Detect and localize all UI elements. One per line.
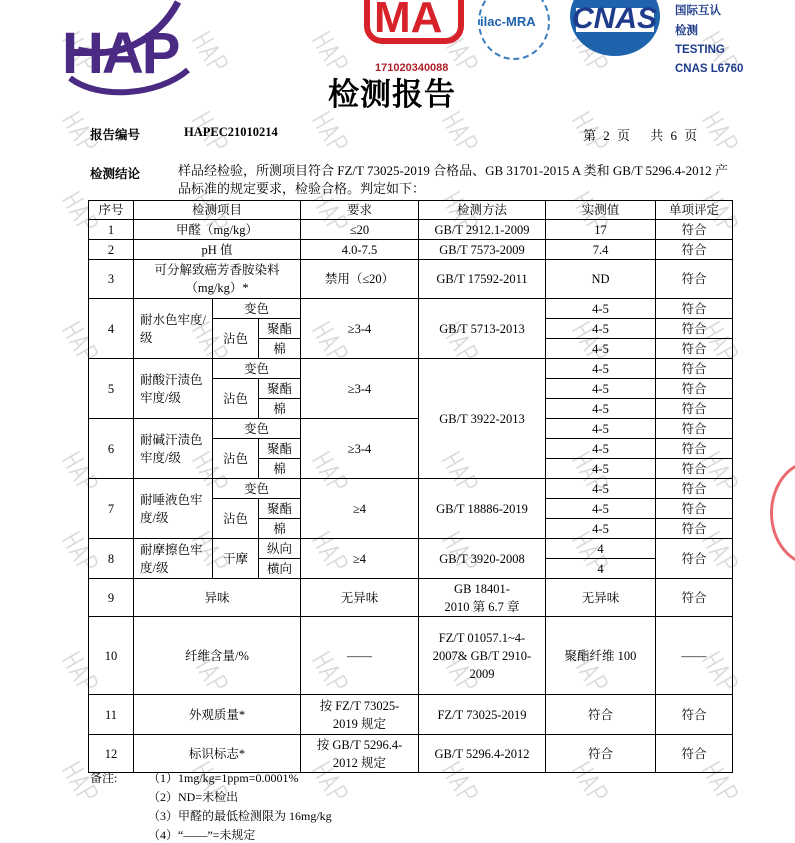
cell-req: 无异味	[301, 579, 419, 617]
cell-subitem: 沾色	[213, 499, 259, 539]
cell-verdict: 符合	[656, 260, 733, 299]
cell-method: GB/T 2912.1-2009	[419, 220, 546, 240]
cell-no: 8	[89, 539, 134, 579]
cell-item: 耐摩擦色牢度/级	[134, 539, 213, 579]
cell-value: 4-5	[546, 379, 656, 399]
cell-verdict: 符合	[656, 299, 733, 319]
cell-subitem: 棉	[259, 459, 301, 479]
cell-value: 4-5	[546, 359, 656, 379]
cell-value: 4-5	[546, 319, 656, 339]
cell-value: 4-5	[546, 399, 656, 419]
cell-item: 耐水色牢度/级	[134, 299, 213, 359]
cell-req: 禁用（≤20）	[301, 260, 419, 299]
cell-value: 4-5	[546, 479, 656, 499]
cell-verdict: 符合	[656, 519, 733, 539]
cell-subitem: 聚酯	[259, 499, 301, 519]
cell-req: ——	[301, 617, 419, 695]
cell-subitem: 变色	[213, 359, 301, 379]
cell-method: FZ/T 73025-2019	[419, 695, 546, 735]
table-row	[89, 539, 733, 559]
cell-no: 6	[89, 419, 134, 479]
cell-subitem: 纵向	[259, 539, 301, 559]
cell-no: 5	[89, 359, 134, 419]
cell-req: ≥3-4	[301, 419, 419, 479]
cell-value: 4-5	[546, 339, 656, 359]
cell-verdict: 符合	[656, 319, 733, 339]
note-item: （4）“——”=未规定	[148, 828, 256, 842]
red-seal-stamp	[770, 460, 795, 566]
results-table	[88, 200, 733, 773]
cell-subitem: 变色	[213, 419, 301, 439]
conclusion-label: 检测结论	[90, 166, 141, 181]
cell-subitem: 聚酯	[259, 439, 301, 459]
cell-item: 异味	[134, 579, 301, 617]
cell-subitem: 棉	[259, 339, 301, 359]
cell-no: 10	[89, 617, 134, 695]
cell-value: 聚酯纤维 100	[546, 617, 656, 695]
cell-no: 12	[89, 735, 134, 773]
cell-verdict: 符合	[656, 339, 733, 359]
hap-watermark	[310, 29, 351, 76]
cell-method: GB/T 5296.4-2012	[419, 735, 546, 773]
cell-value: 4-5	[546, 299, 656, 319]
table-row	[89, 359, 733, 379]
cell-method: GB/T 3922-2013	[419, 359, 546, 479]
note-item: （3）甲醛的最低检测限为 16mg/kg	[148, 809, 332, 823]
cell-item: 耐碱汗渍色牢度/级	[134, 419, 213, 479]
ilac-mra-text: ilac-MRA	[480, 14, 536, 29]
cell-value: 4-5	[546, 439, 656, 459]
cell-subitem: 棉	[259, 519, 301, 539]
cnas-side-text: CNAS L6760	[675, 63, 744, 75]
cell-item: 耐唾液色牢度/级	[134, 479, 213, 539]
cell-subitem: 变色	[213, 479, 301, 499]
cell-item: 耐酸汗渍色牢度/级	[134, 359, 213, 419]
cell-method: GB/T 3920-2008	[419, 539, 546, 579]
cell-value: 7.4	[546, 240, 656, 260]
table-row	[89, 240, 733, 260]
cell-verdict: 符合	[656, 359, 733, 379]
header-cell: 检测项目	[134, 201, 301, 220]
header-cell: 要求	[301, 201, 419, 220]
hap-watermark	[700, 109, 741, 156]
cell-method: GB/T 17592-2011	[419, 260, 546, 299]
hap-logo: HAP	[62, 21, 179, 86]
table-row	[89, 260, 733, 299]
page-title: 检测报告	[328, 77, 456, 113]
cell-req: ≥3-4	[301, 299, 419, 359]
note-item: （2）ND=未检出	[148, 790, 239, 804]
cell-subitem: 干摩	[213, 539, 259, 579]
cell-value: 无异味	[546, 579, 656, 617]
cell-method: FZ/T 01057.1~4-2007& GB/T 2910-2009	[419, 617, 546, 695]
cell-no: 2	[89, 240, 134, 260]
table-row	[89, 617, 733, 695]
cell-verdict: 符合	[656, 379, 733, 399]
table-header-row	[89, 201, 733, 220]
cell-req: 按 FZ/T 73025-2019 规定	[301, 695, 419, 735]
cell-subitem: 聚酯	[259, 379, 301, 399]
cell-method: GB 18401-2010 第 6.7 章	[419, 579, 546, 617]
cell-verdict: ——	[656, 617, 733, 695]
cell-verdict: 符合	[656, 579, 733, 617]
cnas-side-text: 检测	[675, 25, 698, 37]
ilac-mra-logo	[478, 0, 550, 60]
cell-verdict: 符合	[656, 220, 733, 240]
table-row	[89, 419, 733, 439]
cell-method: GB/T 7573-2009	[419, 240, 546, 260]
cnas-side-text: TESTING	[675, 44, 725, 56]
table-row	[89, 299, 733, 319]
cell-subitem: 横向	[259, 559, 301, 579]
cell-no: 9	[89, 579, 134, 617]
table-row	[89, 579, 733, 617]
cell-subitem: 沾色	[213, 319, 259, 359]
cell-req: 4.0-7.5	[301, 240, 419, 260]
cnas-logo-text: CNAS	[572, 2, 658, 35]
cell-verdict: 符合	[656, 459, 733, 479]
note-item: （1）1mg/kg=1ppm=0.0001%	[148, 771, 299, 785]
table-row	[89, 220, 733, 240]
report-number-label: 报告编号	[90, 127, 141, 142]
cma-logo-text: MA	[374, 0, 443, 42]
cell-method: GB/T 18886-2019	[419, 479, 546, 539]
cell-value: ND	[546, 260, 656, 299]
header-cell: 单项评定	[656, 201, 733, 220]
cell-no: 7	[89, 479, 134, 539]
cell-subitem: 沾色	[213, 439, 259, 479]
cell-value: 4-5	[546, 519, 656, 539]
header-cell: 检测方法	[419, 201, 546, 220]
cell-value: 17	[546, 220, 656, 240]
cell-item: 外观质量*	[134, 695, 301, 735]
cell-value: 4-5	[546, 459, 656, 479]
header-cell: 序号	[89, 201, 134, 220]
cell-method: GB/T 5713-2013	[419, 299, 546, 359]
conclusion-text: 样品经检验，所测项目符合 FZ/T 73025-2019 合格品、GB 31701-2015 A 类和 GB/T 5296.4-2012 产品标准的规定要求，检验合格。判定如下：	[178, 163, 728, 196]
cell-verdict: 符合	[656, 419, 733, 439]
header-cell: 实测值	[546, 201, 656, 220]
cell-no: 11	[89, 695, 134, 735]
cell-subitem: 沾色	[213, 379, 259, 419]
cell-value: 符合	[546, 695, 656, 735]
cell-req: ≤20	[301, 220, 419, 240]
cell-req: ≥3-4	[301, 359, 419, 419]
notes-label: 备注:	[90, 771, 118, 785]
page-info: 第 2 页 共 6 页	[583, 128, 698, 143]
cell-value: 符合	[546, 735, 656, 773]
cell-item: 可分解致癌芳香胺染料（mg/kg）*	[134, 260, 301, 299]
cell-item: 纤维含量/%	[134, 617, 301, 695]
cell-subitem: 棉	[259, 399, 301, 419]
cell-item: 标识标志*	[134, 735, 301, 773]
hap-watermark	[440, 109, 481, 156]
cell-no: 3	[89, 260, 134, 299]
cell-req: 按 GB/T 5296.4-2012 规定	[301, 735, 419, 773]
cell-verdict: 符合	[656, 479, 733, 499]
cma-cert-number: 171020340088	[375, 62, 449, 74]
cell-subitem: 聚酯	[259, 319, 301, 339]
cell-value: 4-5	[546, 419, 656, 439]
cell-verdict: 符合	[656, 499, 733, 519]
cell-no: 1	[89, 220, 134, 240]
cell-subitem: 变色	[213, 299, 301, 319]
cnas-side-text: 国际互认	[675, 5, 721, 17]
hap-watermark	[310, 109, 351, 156]
cell-verdict: 符合	[656, 399, 733, 419]
cell-verdict: 符合	[656, 539, 733, 579]
cell-item: 甲醛（mg/kg）	[134, 220, 301, 240]
cell-req: ≥4	[301, 479, 419, 539]
cell-req: ≥4	[301, 539, 419, 579]
cell-verdict: 符合	[656, 240, 733, 260]
cell-value: 4	[546, 559, 656, 579]
report-number: HAPEC21010214	[184, 125, 278, 139]
cell-item: pH 值	[134, 240, 301, 260]
cell-value: 4-5	[546, 499, 656, 519]
table-row	[89, 695, 733, 735]
cell-value: 4	[546, 539, 656, 559]
table-row	[89, 479, 733, 499]
cell-verdict: 符合	[656, 695, 733, 735]
cell-no: 4	[89, 299, 134, 359]
cell-verdict: 符合	[656, 735, 733, 773]
table-row	[89, 735, 733, 773]
cell-verdict: 符合	[656, 439, 733, 459]
